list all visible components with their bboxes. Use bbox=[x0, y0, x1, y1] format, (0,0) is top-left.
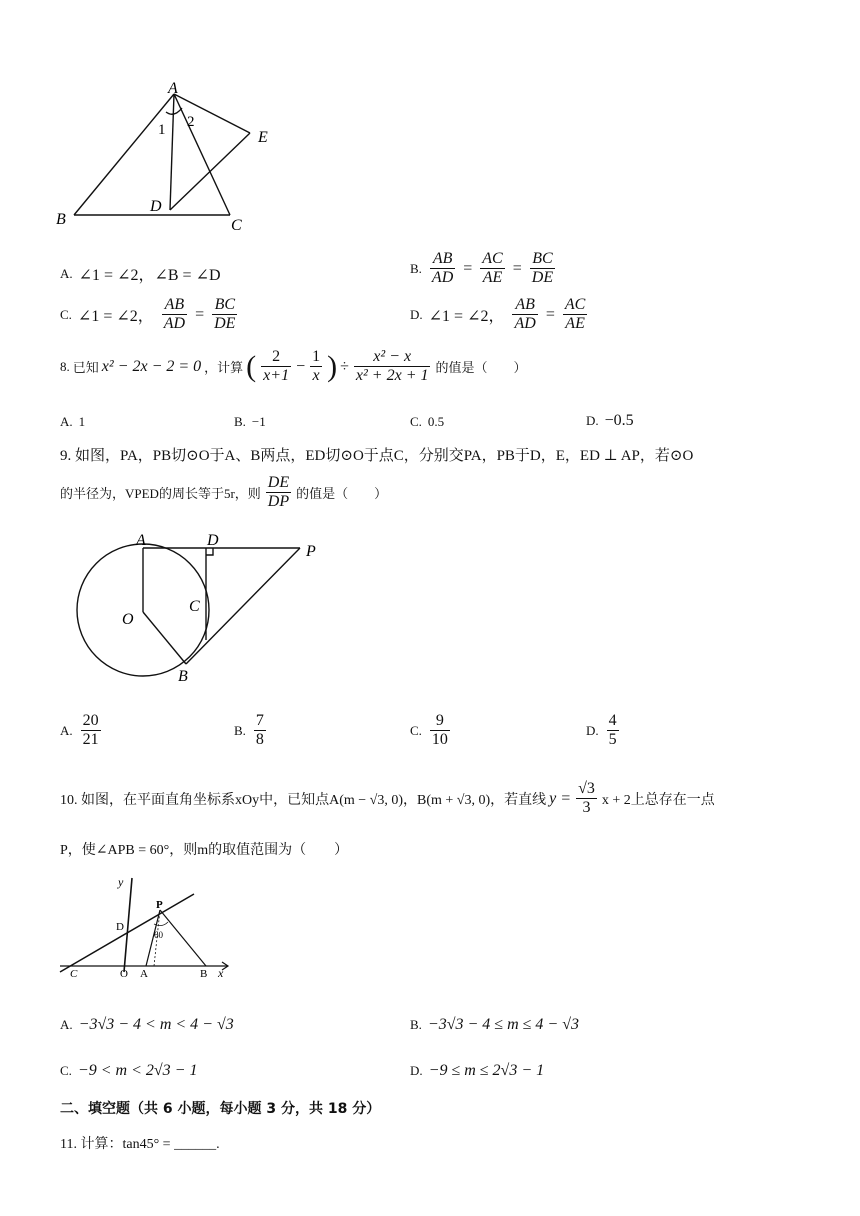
q8-option-c: C. 0.5 bbox=[410, 414, 445, 429]
label-D: D bbox=[116, 921, 124, 933]
q10-option-d: D. −9 ≤ m ≤ 2√3 − 1 bbox=[410, 1062, 545, 1079]
q9-option-b: B. $\frac{7}{8}$ bbox=[234, 712, 264, 748]
q8-option-a: A. 1 bbox=[60, 414, 86, 429]
q10-line2: P，使∠APB = 60°，则m的取值范围为（ ） bbox=[60, 843, 349, 858]
label-2: 2 bbox=[187, 114, 195, 130]
q9-option-d: D. $\frac{4}{5}$ bbox=[586, 712, 617, 748]
figure-coordinate-plane bbox=[58, 872, 238, 982]
label-D: D bbox=[150, 198, 162, 215]
label-C: C bbox=[231, 217, 242, 234]
q7-option-a: A. ∠1 = ∠2，∠B = ∠D bbox=[60, 265, 221, 284]
label-B: B bbox=[56, 211, 66, 228]
q9-option-a: A. $\frac{20}{21}$ bbox=[60, 712, 99, 748]
q7-option-c: C. ∠1 = ∠2， $\frac{AB}{AD}$ = $\frac{BC}{DE}$ bbox=[60, 296, 236, 332]
q10-option-c: C. −9 < m < 2√3 − 1 bbox=[60, 1062, 198, 1079]
q8-option-d: D. −0.5 bbox=[586, 412, 634, 429]
q9-line1: 9. 如图，PA，PB切⊙O于A、B两点，ED切⊙O于点C，分别交PA，PB于D，E，ED ⊥ AP，若⊙O bbox=[60, 448, 694, 464]
label-C: C bbox=[70, 968, 78, 980]
label-A: A bbox=[136, 532, 146, 549]
label-B: B bbox=[200, 968, 208, 980]
q9-option-c: C. $\frac{9}{10}$ bbox=[410, 712, 448, 748]
label-A: A bbox=[140, 968, 148, 980]
q8-option-b: B. −1 bbox=[234, 414, 266, 429]
angle-label: 60 bbox=[154, 930, 163, 940]
label-C: C bbox=[189, 598, 200, 615]
figure-circle-tangents bbox=[60, 528, 340, 688]
section-title: 二、填空题（共 6 小题，每小题 3 分，共 18 分） bbox=[60, 1101, 381, 1117]
q9-line2: 的半径为，VPED的周长等于5r，则 $\frac{DE}{DP}$ 的值是（ ） bbox=[60, 474, 388, 510]
label-y: y bbox=[118, 875, 124, 889]
label-D: D bbox=[207, 532, 219, 549]
label-x: x bbox=[218, 966, 224, 980]
q11-question: 11. 计算：tan45° = ______. bbox=[60, 1137, 220, 1152]
label-P: P bbox=[306, 543, 316, 560]
q10-option-a: A. −3√3 − 4 < m < 4 − √3 bbox=[60, 1016, 234, 1033]
figure-triangles bbox=[50, 78, 290, 238]
q7-option-b: B. $\frac{AB}{AD}$ = $\frac{AC}{AE}$ = $\frac{BC}{DE}$ bbox=[410, 250, 554, 286]
q8-question: 8. 已知 x² − 2x − 2 = 0 ，计算 ( $\frac{2}{x+1}$ − $\frac{1}{x}$ ) ÷ $\frac{\text{x² − x}}{\text{x² + 2x + 1}}$ 的值是（ ） bbox=[60, 348, 527, 384]
label-A: A bbox=[168, 80, 178, 97]
label-O: O bbox=[122, 611, 134, 628]
label-O: O bbox=[120, 968, 128, 980]
label-E: E bbox=[258, 129, 268, 146]
label-B: B bbox=[178, 668, 188, 685]
q10-option-b: B. −3√3 − 4 ≤ m ≤ 4 − √3 bbox=[410, 1016, 579, 1033]
q7-option-d: D. ∠1 = ∠2， $\frac{AB}{AD}$ = $\frac{AC}{AE}$ bbox=[410, 296, 586, 332]
label-P: P bbox=[156, 899, 163, 911]
q10-line1: 10. 如图，在平面直角坐标系xOy中，已知点A(m − √3, 0)，B(m + √3, 0)，若直线 y = $\frac{√3}{3}$ x + 2上总存在一点 bbox=[60, 780, 715, 816]
label-1: 1 bbox=[158, 122, 166, 138]
